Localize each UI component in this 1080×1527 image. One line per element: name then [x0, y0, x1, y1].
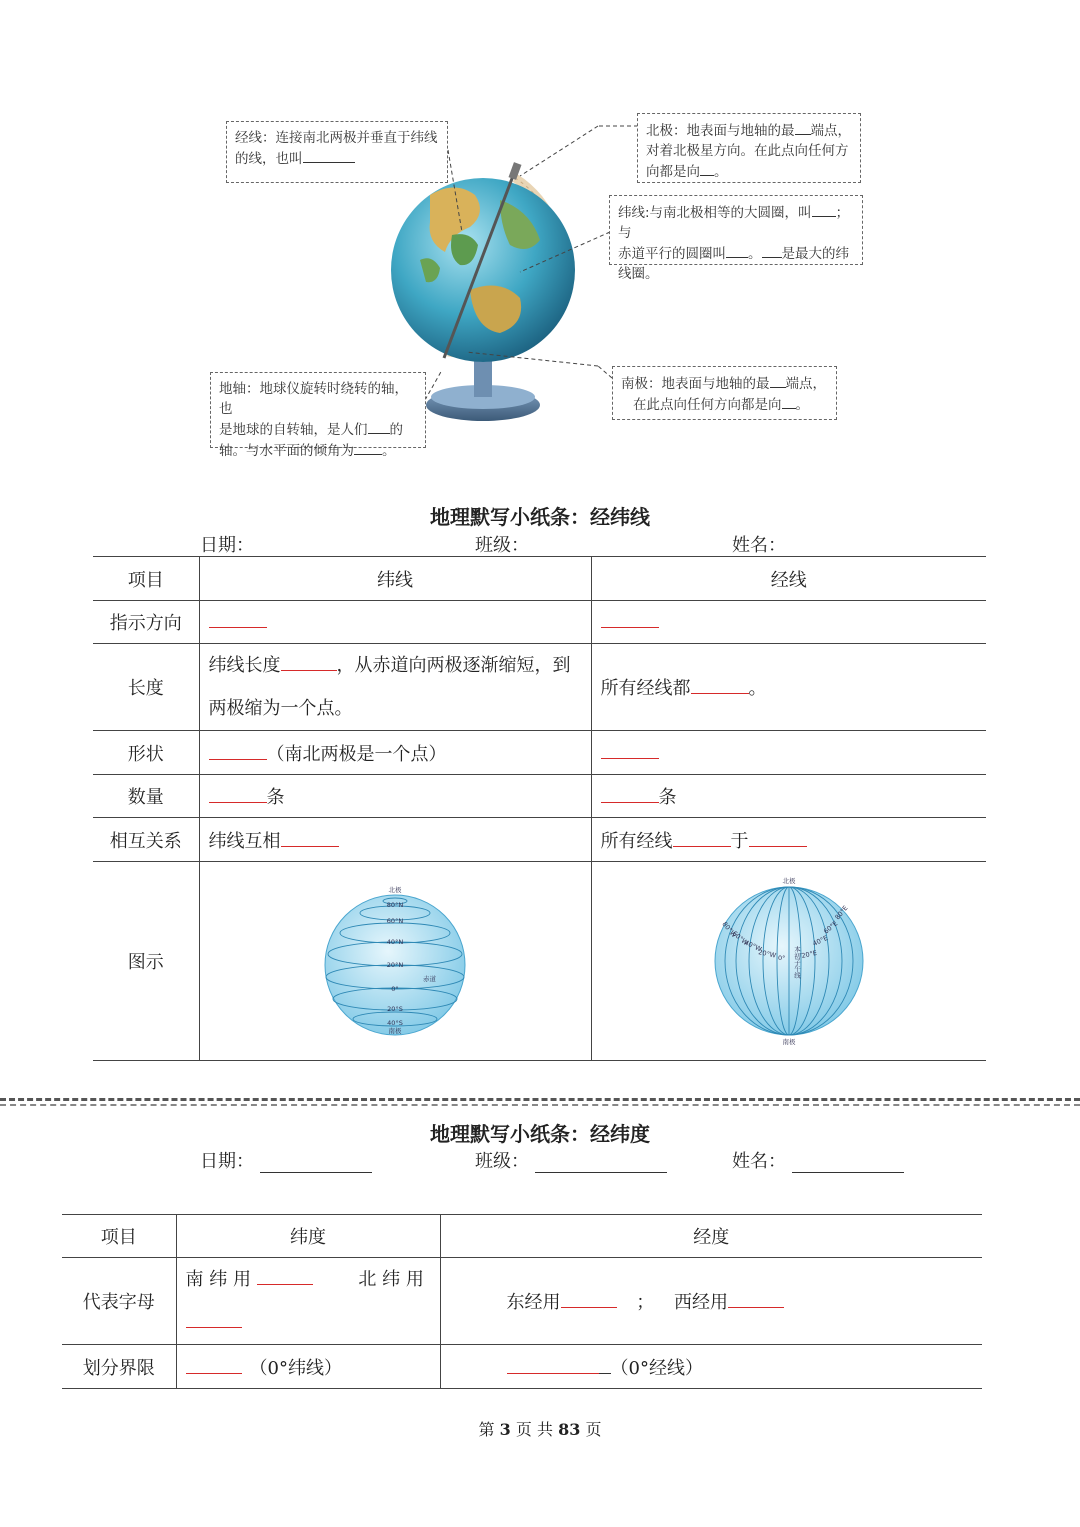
lon-west-label: 20°W — [757, 948, 777, 960]
length-text-b: ，从赤道向两极逐渐缩短，到 — [336, 655, 571, 676]
callout-north-line1b: 端点， — [810, 123, 851, 139]
lon-west-label: 80°W — [720, 920, 738, 940]
callout-parallel-line2: 赤道平行的圆圈叫 — [618, 246, 726, 262]
answer-blank[interactable] — [728, 1291, 784, 1308]
lat-label: 60°N — [386, 917, 404, 925]
date-label: 日期： — [200, 535, 254, 556]
north-use-text: 北 纬 用 — [358, 1269, 424, 1290]
row-direction-label: 指示方向 — [93, 601, 199, 644]
length-text-a: 纬线长度 — [208, 655, 281, 676]
callout-axis-line2: 是地球的自转轴，是人们 — [219, 422, 368, 438]
shape-text: （南北两极是一个点） — [266, 743, 447, 765]
page-number: 3 — [499, 1420, 511, 1439]
blank[interactable] — [303, 148, 355, 163]
count-unit: 条 — [266, 787, 285, 808]
blank[interactable] — [726, 243, 748, 258]
answer-blank[interactable] — [601, 742, 659, 759]
answer-blank[interactable] — [749, 830, 807, 847]
lon-boundary-text: （0°经线） — [610, 1357, 703, 1379]
name-field[interactable] — [792, 1154, 904, 1173]
lon-east-label: 40°E — [811, 933, 829, 948]
callout-axis-line3b: 。 — [382, 443, 396, 459]
sheet1-date — [200, 531, 372, 557]
sheet1-table — [93, 556, 986, 1061]
callout-parallel-line2c: 是最大的纬 — [781, 246, 849, 262]
callout-south-line2b: 。 — [795, 397, 809, 413]
callout-parallel-line1: 纬线:与南北极相等的大圆圈，叫 — [618, 205, 812, 221]
row-boundary-label: 划分界限 — [62, 1345, 176, 1389]
west-use-text: 西经用 — [673, 1292, 728, 1313]
row-letter-label: 代表字母 — [62, 1258, 176, 1345]
callout-meridian-line2: 的线，也叫 — [235, 151, 303, 167]
separator: ； — [636, 1292, 655, 1313]
callout-parallel — [609, 195, 863, 282]
blank[interactable] — [368, 419, 390, 434]
sheet2-table — [62, 1214, 982, 1389]
callout-axis-line2b: 的 — [389, 422, 403, 438]
count-unit: 条 — [658, 787, 677, 808]
answer-blank[interactable] — [209, 611, 267, 628]
callout-north-line1: 北极：地表面与地轴的最 — [646, 123, 795, 139]
blank[interactable] — [354, 440, 382, 455]
row-relation-label: 相互关系 — [93, 818, 199, 862]
lat-label: 20°S — [387, 1005, 403, 1013]
meridian-shape-cell — [591, 731, 986, 775]
date-label: 日期： — [200, 1151, 254, 1172]
south-use-text: 南 纬 用 — [185, 1269, 251, 1290]
blank[interactable] — [762, 243, 782, 258]
relation-jing-a: 所有经线 — [600, 830, 673, 852]
footer-mid2: 共 — [536, 1420, 553, 1439]
row-figure-label: 图示 — [93, 862, 199, 1061]
date-field[interactable] — [260, 538, 372, 557]
latitude-boundary-cell — [176, 1345, 440, 1389]
cut-line — [0, 1104, 1080, 1106]
date-field[interactable] — [260, 1154, 372, 1173]
callout-axis-line1: 地轴：地球仪旋转时绕转的轴，也 — [219, 381, 408, 417]
answer-blank[interactable] — [209, 786, 267, 803]
callout-south-line1: 南极：地表面与地轴的最 — [621, 376, 770, 392]
answer-blank[interactable] — [599, 1359, 611, 1374]
blank[interactable] — [795, 120, 811, 135]
sheet2-name — [732, 1147, 904, 1173]
class-label: 班级： — [475, 1151, 529, 1172]
globe-illustration — [0, 0, 1080, 470]
latitude-globe-figure — [315, 881, 475, 1041]
header-longitude: 经度 — [440, 1215, 982, 1258]
answer-blank[interactable] — [601, 611, 659, 628]
longitude-boundary-cell — [440, 1345, 982, 1389]
lat-label: 20°N — [386, 961, 404, 969]
sheet2-title: 地理默写小纸条：经纬度 — [430, 1122, 650, 1146]
answer-blank[interactable] — [507, 1357, 599, 1374]
name-label: 姓名： — [732, 1151, 786, 1172]
lon-east-label: 60°E — [821, 919, 840, 936]
relation-text: 纬线互相 — [208, 830, 281, 852]
callout-north-line3b: 。 — [714, 164, 728, 180]
lat-label: 80°N — [386, 901, 404, 909]
row-shape-label: 形状 — [93, 731, 199, 775]
class-label: 班级： — [475, 535, 529, 556]
footer-prefix: 第 — [478, 1420, 495, 1439]
header-meridian: 经线 — [591, 557, 986, 601]
class-field[interactable] — [535, 538, 667, 557]
page-total: 83 — [558, 1420, 581, 1439]
parallel-count-cell — [199, 775, 591, 818]
lat-equator-label: 赤道 — [423, 975, 436, 983]
lon-north-label: 北极 — [782, 877, 796, 885]
lat-south-label: 南极 — [388, 1027, 402, 1035]
answer-blank[interactable] — [186, 1357, 242, 1374]
answer-blank[interactable] — [673, 830, 731, 847]
answer-blank[interactable] — [601, 786, 659, 803]
callout-axis — [210, 372, 426, 459]
length-jing-a: 所有经线都 — [600, 678, 691, 699]
lon-zero-label: 0° — [777, 954, 786, 962]
parallel-figure-cell — [199, 862, 591, 1061]
meridian-length-cell — [591, 644, 986, 731]
lon-east-label: 20°E — [800, 948, 818, 960]
row-count-label: 数量 — [93, 775, 199, 818]
name-field[interactable] — [792, 538, 904, 557]
lon-west-label: 40°W — [742, 938, 763, 954]
answer-blank[interactable] — [209, 743, 267, 760]
callout-south-line2: 在此点向任何方向都是向 — [633, 397, 782, 413]
parallel-relation-cell — [199, 818, 591, 862]
class-field[interactable] — [535, 1154, 667, 1173]
callout-north-line2: 对着北极星方向。在此点向任何方 — [646, 143, 849, 159]
header-item: 项目 — [62, 1215, 176, 1258]
parallel-length-cell — [199, 644, 591, 731]
header-parallel: 纬线 — [199, 557, 591, 601]
callout-parallel-line2b: 。 — [748, 246, 762, 262]
sheet1-class — [475, 531, 667, 557]
latitude-letter-cell — [176, 1258, 440, 1345]
blank[interactable] — [812, 202, 836, 217]
parallel-shape-cell — [199, 731, 591, 775]
relation-jing-b: 于 — [730, 830, 749, 852]
length-text-c: 两极缩为一个点。 — [208, 698, 353, 719]
lat-label: 40°S — [387, 1019, 403, 1027]
callout-parallel-line3: 线圈。 — [618, 266, 659, 282]
lon-west-label: 60°W — [730, 929, 750, 948]
blank[interactable] — [782, 394, 796, 409]
lat-label: 40°N — [386, 938, 404, 946]
blank[interactable] — [770, 373, 786, 388]
lon-south-label: 南极 — [782, 1038, 796, 1046]
callout-north-pole — [637, 113, 861, 183]
callout-south-line1b: 端点， — [785, 376, 826, 392]
lat-boundary-text: （0°纬线） — [249, 1357, 342, 1379]
lon-prime-label: 本初子午线 — [792, 946, 801, 979]
callout-axis-line3: 轴。与水平面的倾角为 — [219, 443, 354, 459]
answer-blank[interactable] — [691, 677, 749, 694]
parallel-direction-cell — [199, 601, 591, 644]
page-footer — [0, 1417, 1080, 1440]
lat-north-label: 北极 — [388, 886, 402, 894]
header-item: 项目 — [93, 557, 199, 601]
header-latitude: 纬度 — [176, 1215, 440, 1258]
meridian-figure-cell — [591, 862, 986, 1061]
callout-parallel-line1b: ；与 — [618, 205, 850, 241]
answer-blank[interactable] — [281, 830, 339, 847]
answer-blank[interactable] — [257, 1268, 313, 1285]
sheet2-date — [200, 1147, 372, 1173]
longitude-globe-figure — [704, 876, 874, 1046]
lat-label: 0° — [391, 985, 399, 993]
footer-suffix: 页 — [585, 1420, 602, 1439]
answer-blank[interactable] — [561, 1291, 617, 1308]
sheet2-class — [475, 1147, 667, 1173]
meridian-relation-cell — [591, 818, 986, 862]
name-label: 姓名： — [732, 535, 786, 556]
footer-mid1: 页 — [515, 1420, 532, 1439]
cut-line — [0, 1098, 1080, 1101]
length-jing-b: 。 — [748, 678, 767, 699]
meridian-direction-cell — [591, 601, 986, 644]
answer-blank[interactable] — [281, 654, 337, 671]
lon-east-label: 80°E — [833, 904, 850, 922]
callout-meridian-line1: 经线：连接南北两极并垂直于纬线 — [235, 130, 438, 146]
east-use-text: 东经用 — [506, 1292, 561, 1313]
callout-north-line3: 向都是向 — [646, 164, 700, 180]
answer-blank[interactable] — [186, 1311, 242, 1328]
row-length-label: 长度 — [93, 644, 199, 731]
blank[interactable] — [700, 161, 714, 176]
sheet1-name — [732, 531, 904, 557]
callout-south-pole — [612, 366, 837, 420]
longitude-letter-cell — [440, 1258, 982, 1345]
meridian-count-cell — [591, 775, 986, 818]
callout-meridian — [226, 121, 448, 183]
sheet1-title: 地理默写小纸条：经纬线 — [430, 505, 650, 529]
